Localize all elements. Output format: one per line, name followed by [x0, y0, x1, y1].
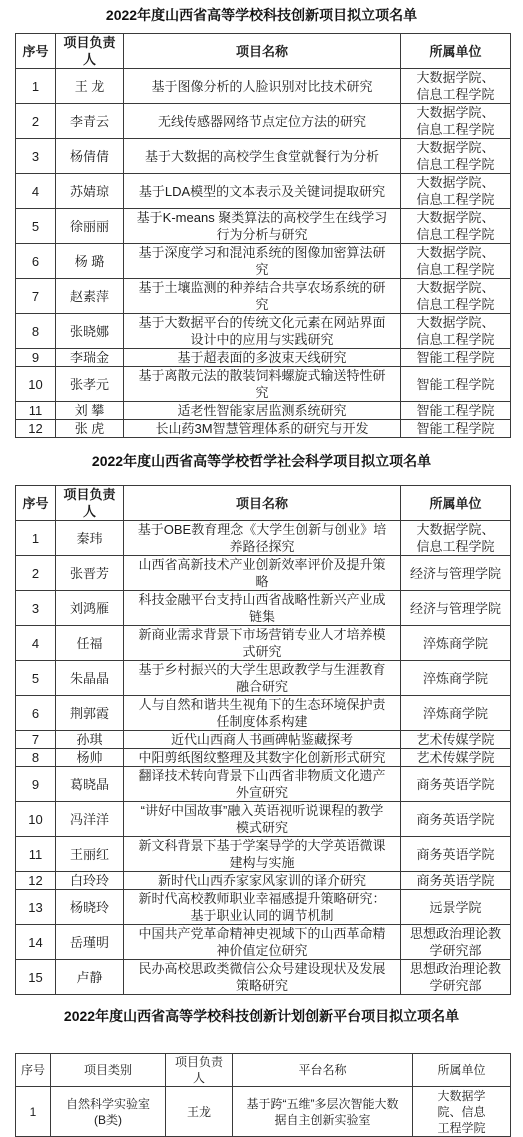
table-row — [16, 591, 511, 626]
cell-project-name: 基于K-means 聚类算法的高校学生在线学习行为分析与研究 — [124, 209, 401, 244]
table-row — [16, 925, 511, 960]
column-header-index: 序号 — [16, 1054, 51, 1087]
cell-unit: 大数据学院、信息工程学院 — [401, 209, 511, 244]
cell-index: 15 — [16, 960, 56, 995]
cell-leader: 张晓娜 — [56, 314, 124, 349]
column-header-unit: 所属单位 — [401, 486, 511, 521]
cell-unit: 艺术传媒学院 — [401, 731, 511, 749]
cell-project-name: “讲好中国故事”融入英语视听说课程的教学模式研究 — [124, 802, 401, 837]
cell-unit: 思想政治理论教学研究部 — [401, 960, 511, 995]
cell-project-name: 中国共产党革命精神史视域下的山西革命精神价值定位研究 — [124, 925, 401, 960]
cell-leader: 王龙 — [166, 1087, 233, 1137]
table-row — [16, 749, 511, 767]
cell-project-name: 新商业需求背景下市场营销专业人才培养模式研究 — [124, 626, 401, 661]
cell-platform-name: 基于跨“五维”多层次智能大数据自主创新实验室 — [233, 1087, 413, 1137]
social-science-table — [15, 485, 511, 995]
column-header-leader: 项目负责人 — [56, 486, 124, 521]
cell-index: 4 — [16, 174, 56, 209]
cell-leader: 冯洋洋 — [56, 802, 124, 837]
table-row — [16, 767, 511, 802]
cell-index: 3 — [16, 591, 56, 626]
cell-unit: 思想政治理论教学研究部 — [401, 925, 511, 960]
cell-project-name: 基于深度学习和混沌系统的图像加密算法研究 — [124, 244, 401, 279]
cell-index: 5 — [16, 209, 56, 244]
cell-index: 5 — [16, 661, 56, 696]
cell-unit: 大数据学院、信息工程学院 — [401, 104, 511, 139]
table-row — [16, 696, 511, 731]
cell-project-name: 科技金融平台支持山西省战略性新兴产业成链集 — [124, 591, 401, 626]
cell-project-name: 新文科背景下基于学案导学的大学英语微课建构与实施 — [124, 837, 401, 872]
cell-index: 7 — [16, 731, 56, 749]
cell-project-name: 中阳剪纸图纹整理及其数字化创新形式研究 — [124, 749, 401, 767]
table-row — [16, 626, 511, 661]
cell-index: 8 — [16, 749, 56, 767]
table-row — [16, 104, 511, 139]
cell-project-name: 基于大数据的高校学生食堂就餐行为分析 — [124, 139, 401, 174]
cell-project-name: 基于土壤监测的种养结合共享农场系统的研究 — [124, 279, 401, 314]
cell-leader: 王 龙 — [56, 69, 124, 104]
cell-unit: 淬炼商学院 — [401, 661, 511, 696]
cell-unit: 艺术传媒学院 — [401, 749, 511, 767]
cell-index: 9 — [16, 349, 56, 367]
cell-unit: 大数据学院、信息工程学院 — [401, 174, 511, 209]
header-row — [16, 34, 511, 69]
cell-leader: 苏婧琼 — [56, 174, 124, 209]
table-row — [16, 174, 511, 209]
cell-unit: 经济与管理学院 — [401, 591, 511, 626]
table-row — [16, 661, 511, 696]
cell-leader: 孙琪 — [56, 731, 124, 749]
cell-project-name: 基于超表面的多波束天线研究 — [124, 349, 401, 367]
cell-leader: 葛晓晶 — [56, 767, 124, 802]
cell-leader: 王丽红 — [56, 837, 124, 872]
cell-leader: 杨帅 — [56, 749, 124, 767]
cell-unit: 大数据学院、信息工程学院 — [401, 244, 511, 279]
cell-index: 10 — [16, 802, 56, 837]
column-header-project-name: 项目名称 — [124, 34, 401, 69]
cell-leader: 朱晶晶 — [56, 661, 124, 696]
cell-project-name: 新时代高校教师职业幸福感提升策略研究：基于职业认同的调节机制 — [124, 890, 401, 925]
cell-unit: 大数据学院、信息工程学院 — [401, 521, 511, 556]
cell-project-name: 新时代山西乔家家风家训的译介研究 — [124, 872, 401, 890]
column-header-unit: 所属单位 — [401, 34, 511, 69]
column-header-index: 序号 — [16, 486, 56, 521]
cell-project-name: 基于乡村振兴的大学生思政教学与生涯教育融合研究 — [124, 661, 401, 696]
cell-unit: 经济与管理学院 — [401, 556, 511, 591]
cell-leader: 杨 璐 — [56, 244, 124, 279]
innovation-platform-table — [15, 1053, 511, 1137]
table-row — [16, 244, 511, 279]
cell-leader: 荆郭霞 — [56, 696, 124, 731]
cell-leader: 杨倩倩 — [56, 139, 124, 174]
cell-leader: 刘鸿雁 — [56, 591, 124, 626]
cell-category: 自然科学实验室(B类) — [51, 1087, 166, 1137]
cell-unit: 商务英语学院 — [401, 802, 511, 837]
cell-index: 14 — [16, 925, 56, 960]
cell-unit: 大数据学院、信息工程学院 — [401, 314, 511, 349]
cell-index: 11 — [16, 402, 56, 420]
cell-leader: 白玲玲 — [56, 872, 124, 890]
cell-project-name: 民办高校思政类微信公众号建设现状及发展策略研究 — [124, 960, 401, 995]
cell-index: 1 — [16, 69, 56, 104]
column-header-leader: 项目负责人 — [56, 34, 124, 69]
cell-unit: 淬炼商学院 — [401, 626, 511, 661]
cell-project-name: 人与自然和谐共生视角下的生态环境保护责任制度体系构建 — [124, 696, 401, 731]
cell-index: 6 — [16, 244, 56, 279]
cell-project-name: 基于图像分析的人脸识别对比技术研究 — [124, 69, 401, 104]
cell-unit: 大数据学院、信息工程学院 — [401, 279, 511, 314]
table-row — [16, 209, 511, 244]
header-row — [16, 486, 511, 521]
cell-index: 4 — [16, 626, 56, 661]
cell-leader: 李青云 — [56, 104, 124, 139]
header-row — [16, 1054, 511, 1087]
cell-leader: 张晋芳 — [56, 556, 124, 591]
cell-project-name: 适老性智能家居监测系统研究 — [124, 402, 401, 420]
cell-unit: 大数据学院、信息工程学院 — [401, 139, 511, 174]
cell-index: 11 — [16, 837, 56, 872]
cell-unit: 智能工程学院 — [401, 349, 511, 367]
cell-leader: 杨晓玲 — [56, 890, 124, 925]
table-row — [16, 890, 511, 925]
cell-project-name: 基于OBE教育理念《大学生创新与创业》培养路径探究 — [124, 521, 401, 556]
cell-unit: 商务英语学院 — [401, 872, 511, 890]
table-row — [16, 420, 511, 438]
cell-index: 12 — [16, 420, 56, 438]
cell-leader: 李瑞金 — [56, 349, 124, 367]
cell-index: 9 — [16, 767, 56, 802]
cell-leader: 刘 攀 — [56, 402, 124, 420]
cell-project-name: 无线传感器网络节点定位方法的研究 — [124, 104, 401, 139]
cell-index: 13 — [16, 890, 56, 925]
table-row — [16, 314, 511, 349]
cell-index: 6 — [16, 696, 56, 731]
cell-index: 12 — [16, 872, 56, 890]
column-header-leader: 项目负责人 — [166, 1054, 233, 1087]
cell-index: 2 — [16, 556, 56, 591]
table-row — [16, 556, 511, 591]
cell-leader: 徐丽丽 — [56, 209, 124, 244]
cell-leader: 秦玮 — [56, 521, 124, 556]
table-row — [16, 367, 511, 402]
social-table-title: 2022年度山西省高等学校哲学社会科学项目拟立项名单 — [91, 453, 432, 469]
cell-project-name: 基于大数据平台的传统文化元素在网站界面设计中的应用与实践研究 — [124, 314, 401, 349]
cell-leader: 任福 — [56, 626, 124, 661]
tech-innovation-table — [15, 33, 511, 438]
cell-index: 10 — [16, 367, 56, 402]
table-row — [16, 960, 511, 995]
column-header-unit: 所属单位 — [413, 1054, 511, 1087]
cell-index: 7 — [16, 279, 56, 314]
platform-table-title: 2022年度山西省高等学校科技创新计划创新平台项目拟立项名单 — [63, 1008, 460, 1024]
table-row — [16, 802, 511, 837]
cell-project-name: 基于离散元法的散装饲料螺旋式输送特性研究 — [124, 367, 401, 402]
cell-leader: 岳瑾明 — [56, 925, 124, 960]
table-row — [16, 279, 511, 314]
cell-unit: 智能工程学院 — [401, 367, 511, 402]
cell-project-name: 近代山西商人书画碑帖鉴藏探考 — [124, 731, 401, 749]
cell-leader: 张孝元 — [56, 367, 124, 402]
table-row — [16, 521, 511, 556]
table-row — [16, 69, 511, 104]
cell-leader: 张 虎 — [56, 420, 124, 438]
cell-unit: 商务英语学院 — [401, 767, 511, 802]
cell-unit: 商务英语学院 — [401, 837, 511, 872]
cell-index: 8 — [16, 314, 56, 349]
table-row — [16, 1087, 511, 1137]
cell-index: 1 — [16, 521, 56, 556]
table-row — [16, 731, 511, 749]
cell-project-name: 基于LDA模型的文本表示及关键词提取研究 — [124, 174, 401, 209]
cell-unit: 大数据学院、信息工程学院 — [401, 69, 511, 104]
cell-unit: 大数据学院、信息工程学院 — [413, 1087, 511, 1137]
cell-index: 2 — [16, 104, 56, 139]
cell-project-name: 翻译技术转向背景下山西省非物质文化遗产外宣研究 — [124, 767, 401, 802]
cell-unit: 淬炼商学院 — [401, 696, 511, 731]
cell-leader: 卢静 — [56, 960, 124, 995]
table-row — [16, 139, 511, 174]
cell-index: 3 — [16, 139, 56, 174]
cell-leader: 赵素萍 — [56, 279, 124, 314]
cell-index: 1 — [16, 1087, 51, 1137]
column-header-project-name: 项目名称 — [124, 486, 401, 521]
table-row — [16, 872, 511, 890]
cell-unit: 智能工程学院 — [401, 402, 511, 420]
cell-project-name: 山西省高新技术产业创新效率评价及提升策略 — [124, 556, 401, 591]
cell-unit: 远景学院 — [401, 890, 511, 925]
tech-table-title: 2022年度山西省高等学校科技创新项目拟立项名单 — [105, 7, 418, 23]
cell-unit: 智能工程学院 — [401, 420, 511, 438]
column-header-platform-name: 平台名称 — [233, 1054, 413, 1087]
column-header-index: 序号 — [16, 34, 56, 69]
column-header-category: 项目类别 — [51, 1054, 166, 1087]
table-row — [16, 402, 511, 420]
cell-project-name: 长山药3M智慧管理体系的研究与开发 — [124, 420, 401, 438]
table-row — [16, 349, 511, 367]
table-row — [16, 837, 511, 872]
